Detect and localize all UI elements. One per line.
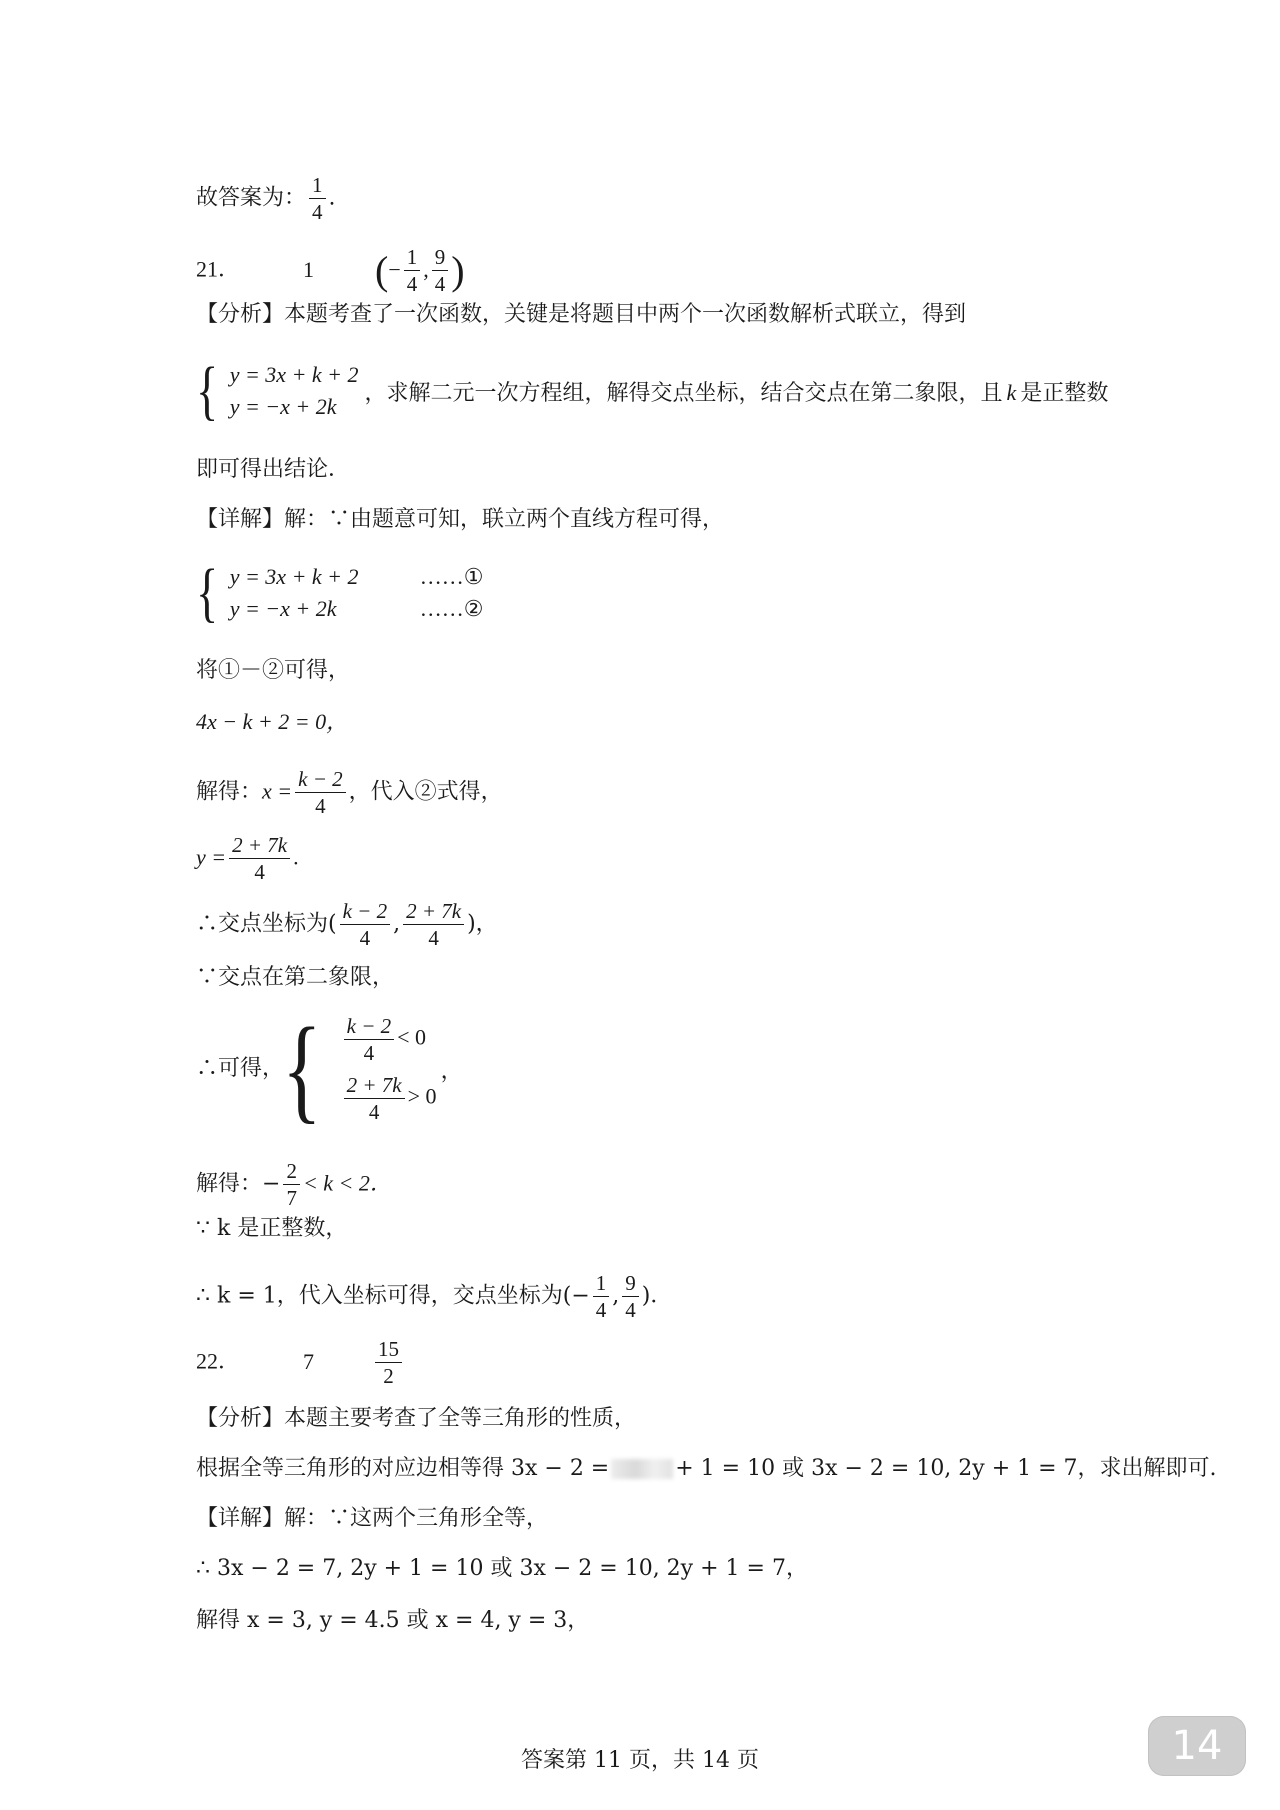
equations bbox=[230, 561, 484, 625]
denominator: 4 bbox=[406, 272, 418, 296]
step22-congruent: ∴ 3x − 2 = 7, 2y + 1 = 10 或 3x − 2 = 10, 2y + 1 = 7， bbox=[196, 1556, 808, 1581]
step-positive-integer: ∵ k 是正整数， bbox=[196, 1216, 348, 1241]
text: ，代入②式得， bbox=[348, 779, 503, 805]
fraction bbox=[340, 898, 391, 951]
numerator: 2 + 7k bbox=[344, 1072, 405, 1099]
denominator: 7 bbox=[286, 1186, 297, 1210]
step-equation: 4x − k + 2 = 0， bbox=[196, 709, 349, 734]
brace: { bbox=[282, 1003, 322, 1134]
numerator: k − 2 bbox=[340, 898, 391, 925]
text: 解得： bbox=[196, 779, 263, 805]
inequality-system bbox=[282, 1003, 463, 1134]
answer-2 bbox=[375, 245, 465, 296]
step-inequality-label: ∴可得， bbox=[196, 1056, 285, 1081]
denominator: 4 bbox=[254, 860, 265, 884]
numerator: 2 + 7k bbox=[403, 898, 464, 925]
analysis-22: 【分析】本题主要考查了全等三角形的性质， bbox=[196, 1406, 637, 1431]
text: + 1 = 10 或 3x − 2 = 10, 2y + 1 = 7，求出解即可. bbox=[675, 1456, 1217, 1481]
numerator: 1 bbox=[404, 244, 421, 271]
numerator: 2 bbox=[283, 1158, 300, 1185]
text: )， bbox=[467, 911, 498, 937]
equation-system-2 bbox=[196, 556, 484, 629]
text: . bbox=[328, 185, 336, 211]
step22-solution: 解得 x = 3, y = 4.5 或 x = 4, y = 3， bbox=[196, 1608, 590, 1633]
page-footer: 答案第 11 页，共 14 页 bbox=[521, 1748, 759, 1773]
equation-system-1 bbox=[196, 354, 1109, 427]
denominator: 4 bbox=[595, 1298, 607, 1322]
equation-1-row bbox=[230, 561, 484, 593]
text: ∴ k = 1，代入坐标可得，交点坐标为(− bbox=[196, 1283, 590, 1309]
text: 解得：− bbox=[196, 1171, 281, 1197]
numerator: 9 bbox=[622, 1270, 639, 1297]
page-number-badge[interactable]: 14 bbox=[1148, 1716, 1246, 1776]
inequality-1 bbox=[341, 1013, 437, 1066]
question-22-answers bbox=[196, 1336, 405, 1389]
equations bbox=[230, 359, 359, 423]
question-number: 21． bbox=[196, 256, 241, 282]
numerator: 9 bbox=[432, 244, 449, 271]
detail-21: 【详解】解：∵由题意可知，联立两个直线方程可得， bbox=[196, 507, 725, 532]
numerator: 1 bbox=[593, 1270, 610, 1297]
numerator: 1 bbox=[309, 172, 326, 199]
paren-right: ) bbox=[451, 247, 465, 293]
denominator: 4 bbox=[428, 926, 439, 950]
var-k: k bbox=[1006, 379, 1017, 405]
numerator: 2 + 7k bbox=[229, 832, 290, 859]
obscured-region bbox=[611, 1459, 673, 1479]
step-intersection: ∴交点坐标为( $\frac{k - 2}{4}$ , $\frac{2 + 7k}{4}$ )， bbox=[196, 899, 498, 950]
text: )． bbox=[641, 1283, 673, 1309]
step-range bbox=[196, 1158, 392, 1211]
answer-1: 1 bbox=[303, 256, 315, 282]
text: 根据全等三角形的对应边相等得 3x − 2 = bbox=[196, 1456, 610, 1481]
fraction bbox=[404, 244, 421, 297]
system-description bbox=[365, 376, 1109, 407]
text: ， bbox=[440, 1057, 463, 1083]
tag-2: ……② bbox=[419, 596, 484, 621]
inequality-2 bbox=[341, 1072, 437, 1125]
equation-1: y = 3x + k + 2 bbox=[229, 564, 359, 589]
fraction bbox=[403, 898, 464, 951]
numerator: k − 2 bbox=[295, 766, 346, 793]
step-solve-y bbox=[196, 832, 299, 885]
comma: , bbox=[423, 256, 429, 282]
equation-2: y = −x + 2k bbox=[229, 596, 337, 621]
fraction bbox=[622, 1270, 639, 1323]
fraction bbox=[344, 1072, 405, 1125]
numerator: 15 bbox=[375, 1336, 402, 1363]
fraction bbox=[344, 1013, 395, 1066]
equation-1: y = 3x + k + 2 bbox=[229, 362, 359, 387]
basis-22 bbox=[196, 1454, 1217, 1484]
var-x: x = bbox=[262, 778, 293, 804]
fraction bbox=[432, 244, 449, 297]
fraction bbox=[283, 1158, 300, 1211]
analysis-21: 【分析】本题考查了一次函数，关键是将题目中两个一次函数解析式联立，得到 bbox=[196, 302, 967, 327]
text: ，求解二元一次方程组，解得交点坐标，结合交点在第二象限，且 bbox=[364, 380, 1003, 406]
conclusion-line: 即可得出结论． bbox=[196, 457, 351, 482]
relation: < 0 bbox=[397, 1024, 427, 1050]
answer-2 bbox=[375, 1336, 402, 1389]
denominator: 4 bbox=[315, 794, 326, 818]
answer-1: 7 bbox=[303, 1348, 315, 1374]
denominator: 4 bbox=[368, 1100, 380, 1124]
brace: { bbox=[196, 354, 219, 427]
step-k-value: ∴ k = 1，代入坐标可得，交点坐标为(− $\frac{1}{4}$ , $\frac{9}{4}$ )． bbox=[196, 1271, 673, 1322]
inequalities bbox=[341, 1013, 437, 1125]
brace: { bbox=[196, 556, 219, 629]
var-y: y = bbox=[196, 844, 227, 870]
fraction bbox=[309, 172, 326, 225]
step-quadrant: ∵交点在第二象限， bbox=[196, 965, 395, 990]
question-21-answers bbox=[196, 244, 465, 297]
text: 是正整数 bbox=[1020, 380, 1109, 406]
denominator: 4 bbox=[625, 1298, 636, 1322]
text: ∴交点坐标为( bbox=[196, 911, 337, 937]
answer-line-q20 bbox=[196, 172, 336, 225]
numerator: k − 2 bbox=[344, 1013, 395, 1040]
denominator: 4 bbox=[312, 200, 323, 224]
equation-2-row bbox=[230, 593, 484, 625]
denominator: 2 bbox=[383, 1364, 394, 1388]
tag-1: ……① bbox=[419, 564, 484, 589]
text: . bbox=[293, 844, 299, 870]
denominator: 4 bbox=[434, 272, 446, 296]
sign: − bbox=[388, 256, 401, 282]
denominator: 4 bbox=[363, 1041, 375, 1065]
fraction bbox=[593, 1270, 610, 1323]
denominator: 4 bbox=[359, 926, 371, 950]
relation: > 0 bbox=[407, 1083, 437, 1109]
fraction bbox=[295, 766, 346, 819]
equation-2: y = −x + 2k bbox=[229, 394, 337, 419]
detail-22: 【详解】解：∵这两个三角形全等， bbox=[196, 1506, 549, 1531]
fraction bbox=[229, 832, 290, 885]
paren-left: ( bbox=[375, 247, 389, 293]
step-solve-x bbox=[196, 766, 503, 819]
step-subtract: 将①－②可得， bbox=[196, 658, 351, 683]
question-number: 22． bbox=[196, 1348, 241, 1374]
text: 故答案为： bbox=[196, 185, 307, 211]
text: < k < 2． bbox=[302, 1170, 392, 1196]
